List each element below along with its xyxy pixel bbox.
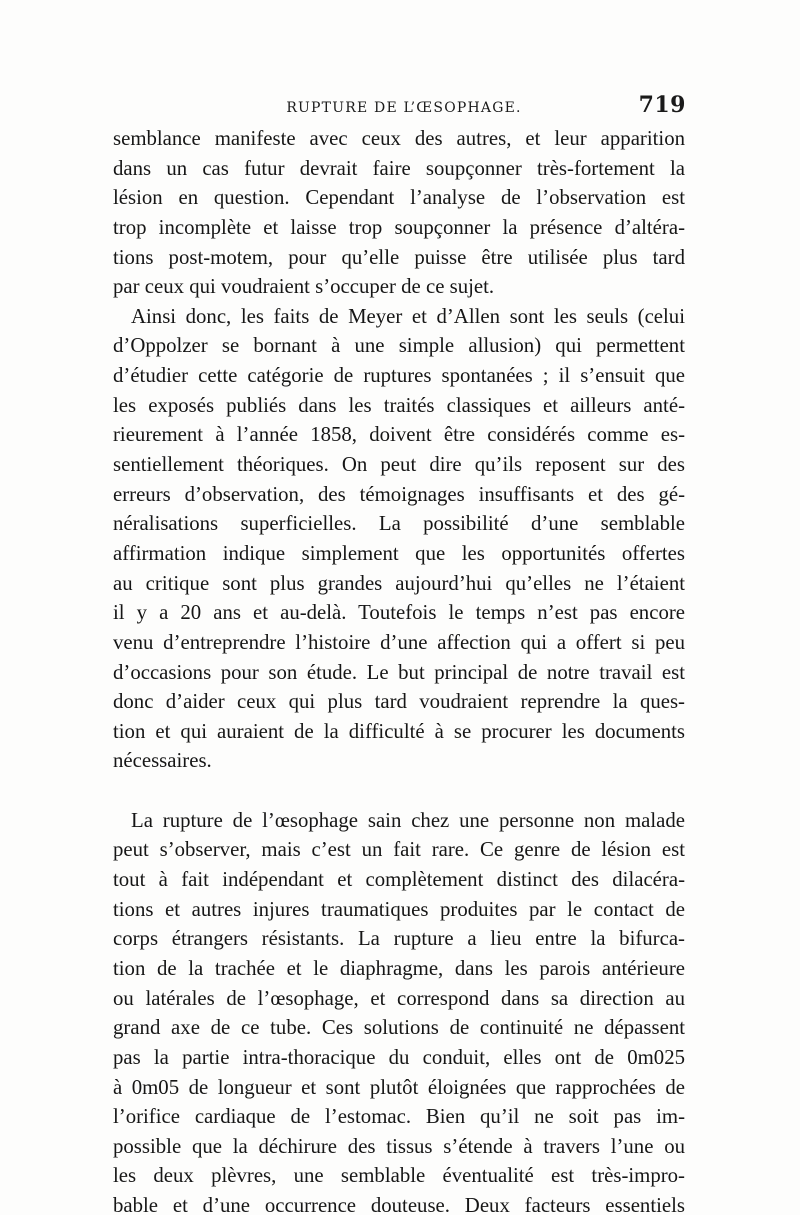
text-line: tions post-motem, pour qu’elle puisse être utilisée plus tard	[113, 245, 685, 269]
text-line: rieurement à l’année 1858, doivent être considérés comme es-	[113, 423, 685, 447]
running-title: RUPTURE DE L’ŒSOPHAGE.	[286, 100, 522, 116]
text-line: nécessaires.	[113, 749, 212, 773]
paragraph-ainsi-donc	[113, 302, 685, 776]
text-line: tion de la trachée et le diaphragme, dans les parois antérieure	[113, 956, 685, 980]
text-line: pas la partie intra-thoracique du conduit, elles ont de 0m025	[113, 1045, 685, 1069]
paragraph-gap	[113, 776, 685, 806]
page-header	[108, 90, 686, 122]
text-line: au critique sont plus grandes aujourd’hui qu’elles ne l’étaient	[113, 571, 685, 595]
text-line: tout à fait indépendant et complètement distinct des dilacéra-	[113, 868, 685, 892]
text-line: ou latérales de l’œsophage, et correspond dans sa direction au	[113, 986, 685, 1010]
text-line: d’étudier cette catégorie de ruptures spontanées ; il s’ensuit que	[113, 364, 685, 388]
text-line: possible que la déchirure des tissus s’étende à travers l’une ou	[113, 1134, 685, 1158]
body-text	[113, 124, 685, 1221]
text-line: venu d’entreprendre l’histoire d’une affection qui a offert si peu	[113, 630, 685, 654]
text-line: donc d’aider ceux qui plus tard voudraient reprendre la ques-	[113, 690, 685, 714]
text-line: d’Oppolzer se bornant à une simple allusion) qui permettent	[113, 334, 685, 358]
text-line: Ainsi donc, les faits de Meyer et d’Allen sont les seuls (celui	[131, 304, 685, 328]
text-line: trop incomplète et laisse trop soupçonner la présence d’altéra-	[113, 215, 685, 239]
paragraph-continued	[113, 124, 685, 302]
text-line: lésion en question. Cependant l’analyse de l’observation est	[113, 186, 685, 210]
text-line: par ceux qui voudraient s’occuper de ce sujet.	[113, 275, 495, 299]
text-line: erreurs d’observation, des témoignages insuffisants et des gé-	[113, 482, 685, 506]
text-line: peut s’observer, mais c’est un fait rare. Ce genre de lésion est	[113, 838, 685, 862]
text-line: La rupture de l’œsophage sain chez une personne non malade	[131, 808, 685, 832]
text-line: corps étrangers résistants. La rupture a lieu entre la bifurca-	[113, 927, 685, 951]
text-line: sentiellement théoriques. On peut dire qu’ils reposent sur des	[113, 453, 685, 477]
text-line: dans un cas futur devrait faire soupçonner très-fortement la	[113, 156, 685, 180]
text-line: bable et d’une occurrence douteuse. Deux facteurs essentiels	[113, 1194, 685, 1218]
page-number: 719	[638, 92, 686, 118]
text-line: semblance manifeste avec ceux des autres, et leur apparition	[113, 127, 685, 150]
text-line: d’occasions pour son étude. Le but principal de notre travail est	[113, 660, 685, 684]
text-line: affirmation indique simplement que les opportunités offertes	[113, 541, 685, 565]
text-line: il y a 20 ans et au-delà. Toutefois le temps n’est pas encore	[113, 601, 685, 625]
text-line: à 0m05 de longueur et sont plutôt éloignées que rapprochées de	[113, 1075, 685, 1099]
text-line: néralisations superficielles. La possibilité d’une semblable	[113, 512, 685, 536]
text-line: les deux plèvres, une semblable éventualité est très-impro-	[113, 1164, 685, 1188]
text-line: tion et qui auraient de la difficulté à se procurer les documents	[113, 719, 685, 743]
text-line: les exposés publiés dans les traités classiques et ailleurs anté-	[113, 393, 685, 417]
text-line: l’orifice cardiaque de l’estomac. Bien qu’il ne soit pas im-	[113, 1105, 685, 1129]
text-line: grand axe de ce tube. Ces solutions de continuité ne dépassent	[113, 1016, 685, 1040]
paragraph-la-rupture	[113, 806, 685, 1221]
text-line: tions et autres injures traumatiques produites par le contact de	[113, 897, 685, 921]
